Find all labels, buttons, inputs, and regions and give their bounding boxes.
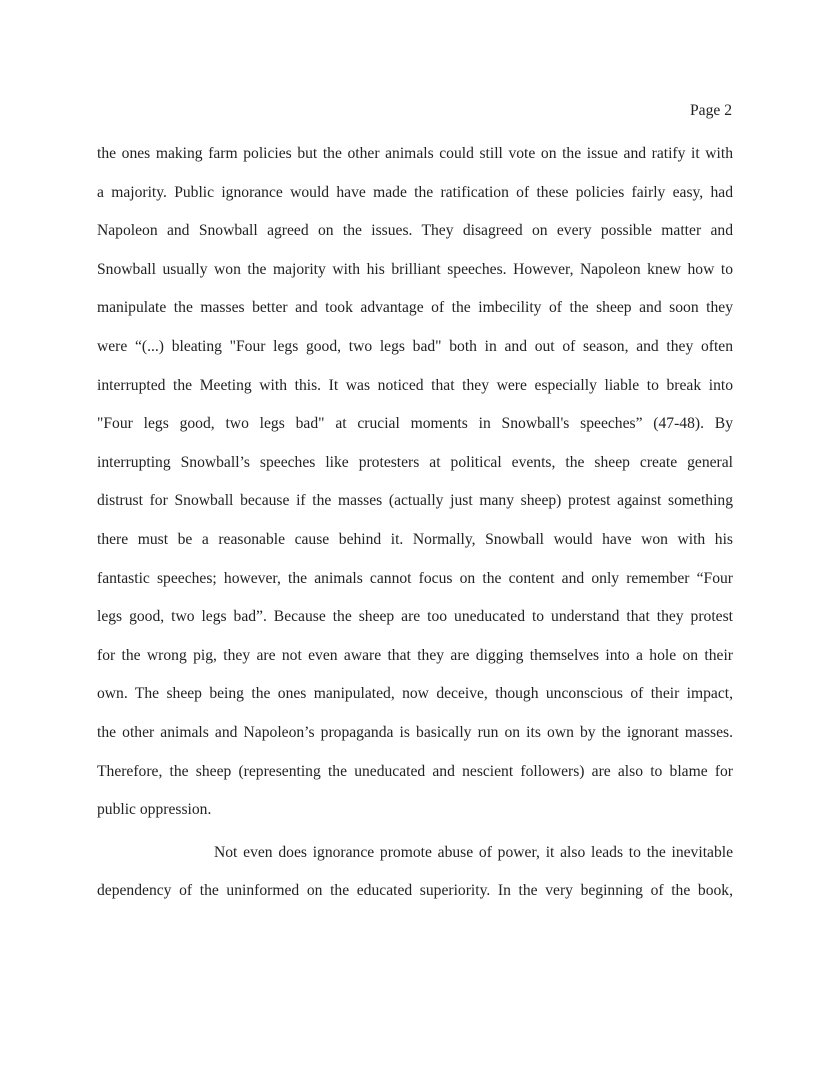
- text-line: Snowball usually won the majority with his brilliant speeches. However, Napoleon knew how to: [97, 260, 733, 278]
- text-line: distrust for Snowball because if the masses (actually just many sheep) protest against something: [97, 492, 733, 510]
- text-line: interrupting Snowball’s speeches like protesters at political events, the sheep create general: [97, 453, 733, 471]
- text-line: manipulate the masses better and took advantage of the imbecility of the sheep and soon they: [97, 299, 733, 317]
- paragraph-1: [97, 143, 733, 838]
- text-line: were “(...) bleating "Four legs good, two legs bad" both in and out of season, and they often: [97, 337, 733, 355]
- text-line: public oppression.: [97, 801, 212, 819]
- text-line: Not even does ignorance promote abuse of power, it also leads to the inevitable: [214, 843, 733, 861]
- text-line: interrupted the Meeting with this. It was noticed that they were especially liable to break into: [97, 376, 733, 394]
- text-line: there must be a reasonable cause behind it. Normally, Snowball would have won with his: [97, 530, 733, 548]
- body-text: [97, 143, 733, 919]
- text-line: dependency of the uninformed on the educated superiority. In the very beginning of the book,: [97, 882, 733, 900]
- page-number: Page 2: [689, 102, 732, 119]
- text-line: the ones making farm policies but the other animals could still vote on the issue and ratify it with: [97, 145, 733, 162]
- paragraph-2: [97, 842, 733, 919]
- text-line: Therefore, the sheep (representing the uneducated and nescient followers) are also to blame for: [97, 762, 733, 780]
- text-line: for the wrong pig, they are not even aware that they are digging themselves into a hole on their: [97, 646, 733, 664]
- text-line: own. The sheep being the ones manipulated, now deceive, though unconscious of their impact,: [97, 685, 733, 703]
- text-line: the other animals and Napoleon’s propaganda is basically run on its own by the ignorant masses.: [97, 723, 733, 741]
- text-line: "Four legs good, two legs bad" at crucial moments in Snowball's speeches” (47-48). By: [97, 415, 733, 433]
- text-line: Napoleon and Snowball agreed on the issues. They disagreed on every possible matter and: [97, 222, 733, 240]
- text-line: legs good, two legs bad”. Because the sheep are too uneducated to understand that they protest: [97, 608, 733, 626]
- text-line: a majority. Public ignorance would have made the ratification of these policies fairly easy, had: [97, 183, 733, 201]
- text-line: fantastic speeches; however, the animals cannot focus on the content and only remember “Four: [97, 569, 733, 587]
